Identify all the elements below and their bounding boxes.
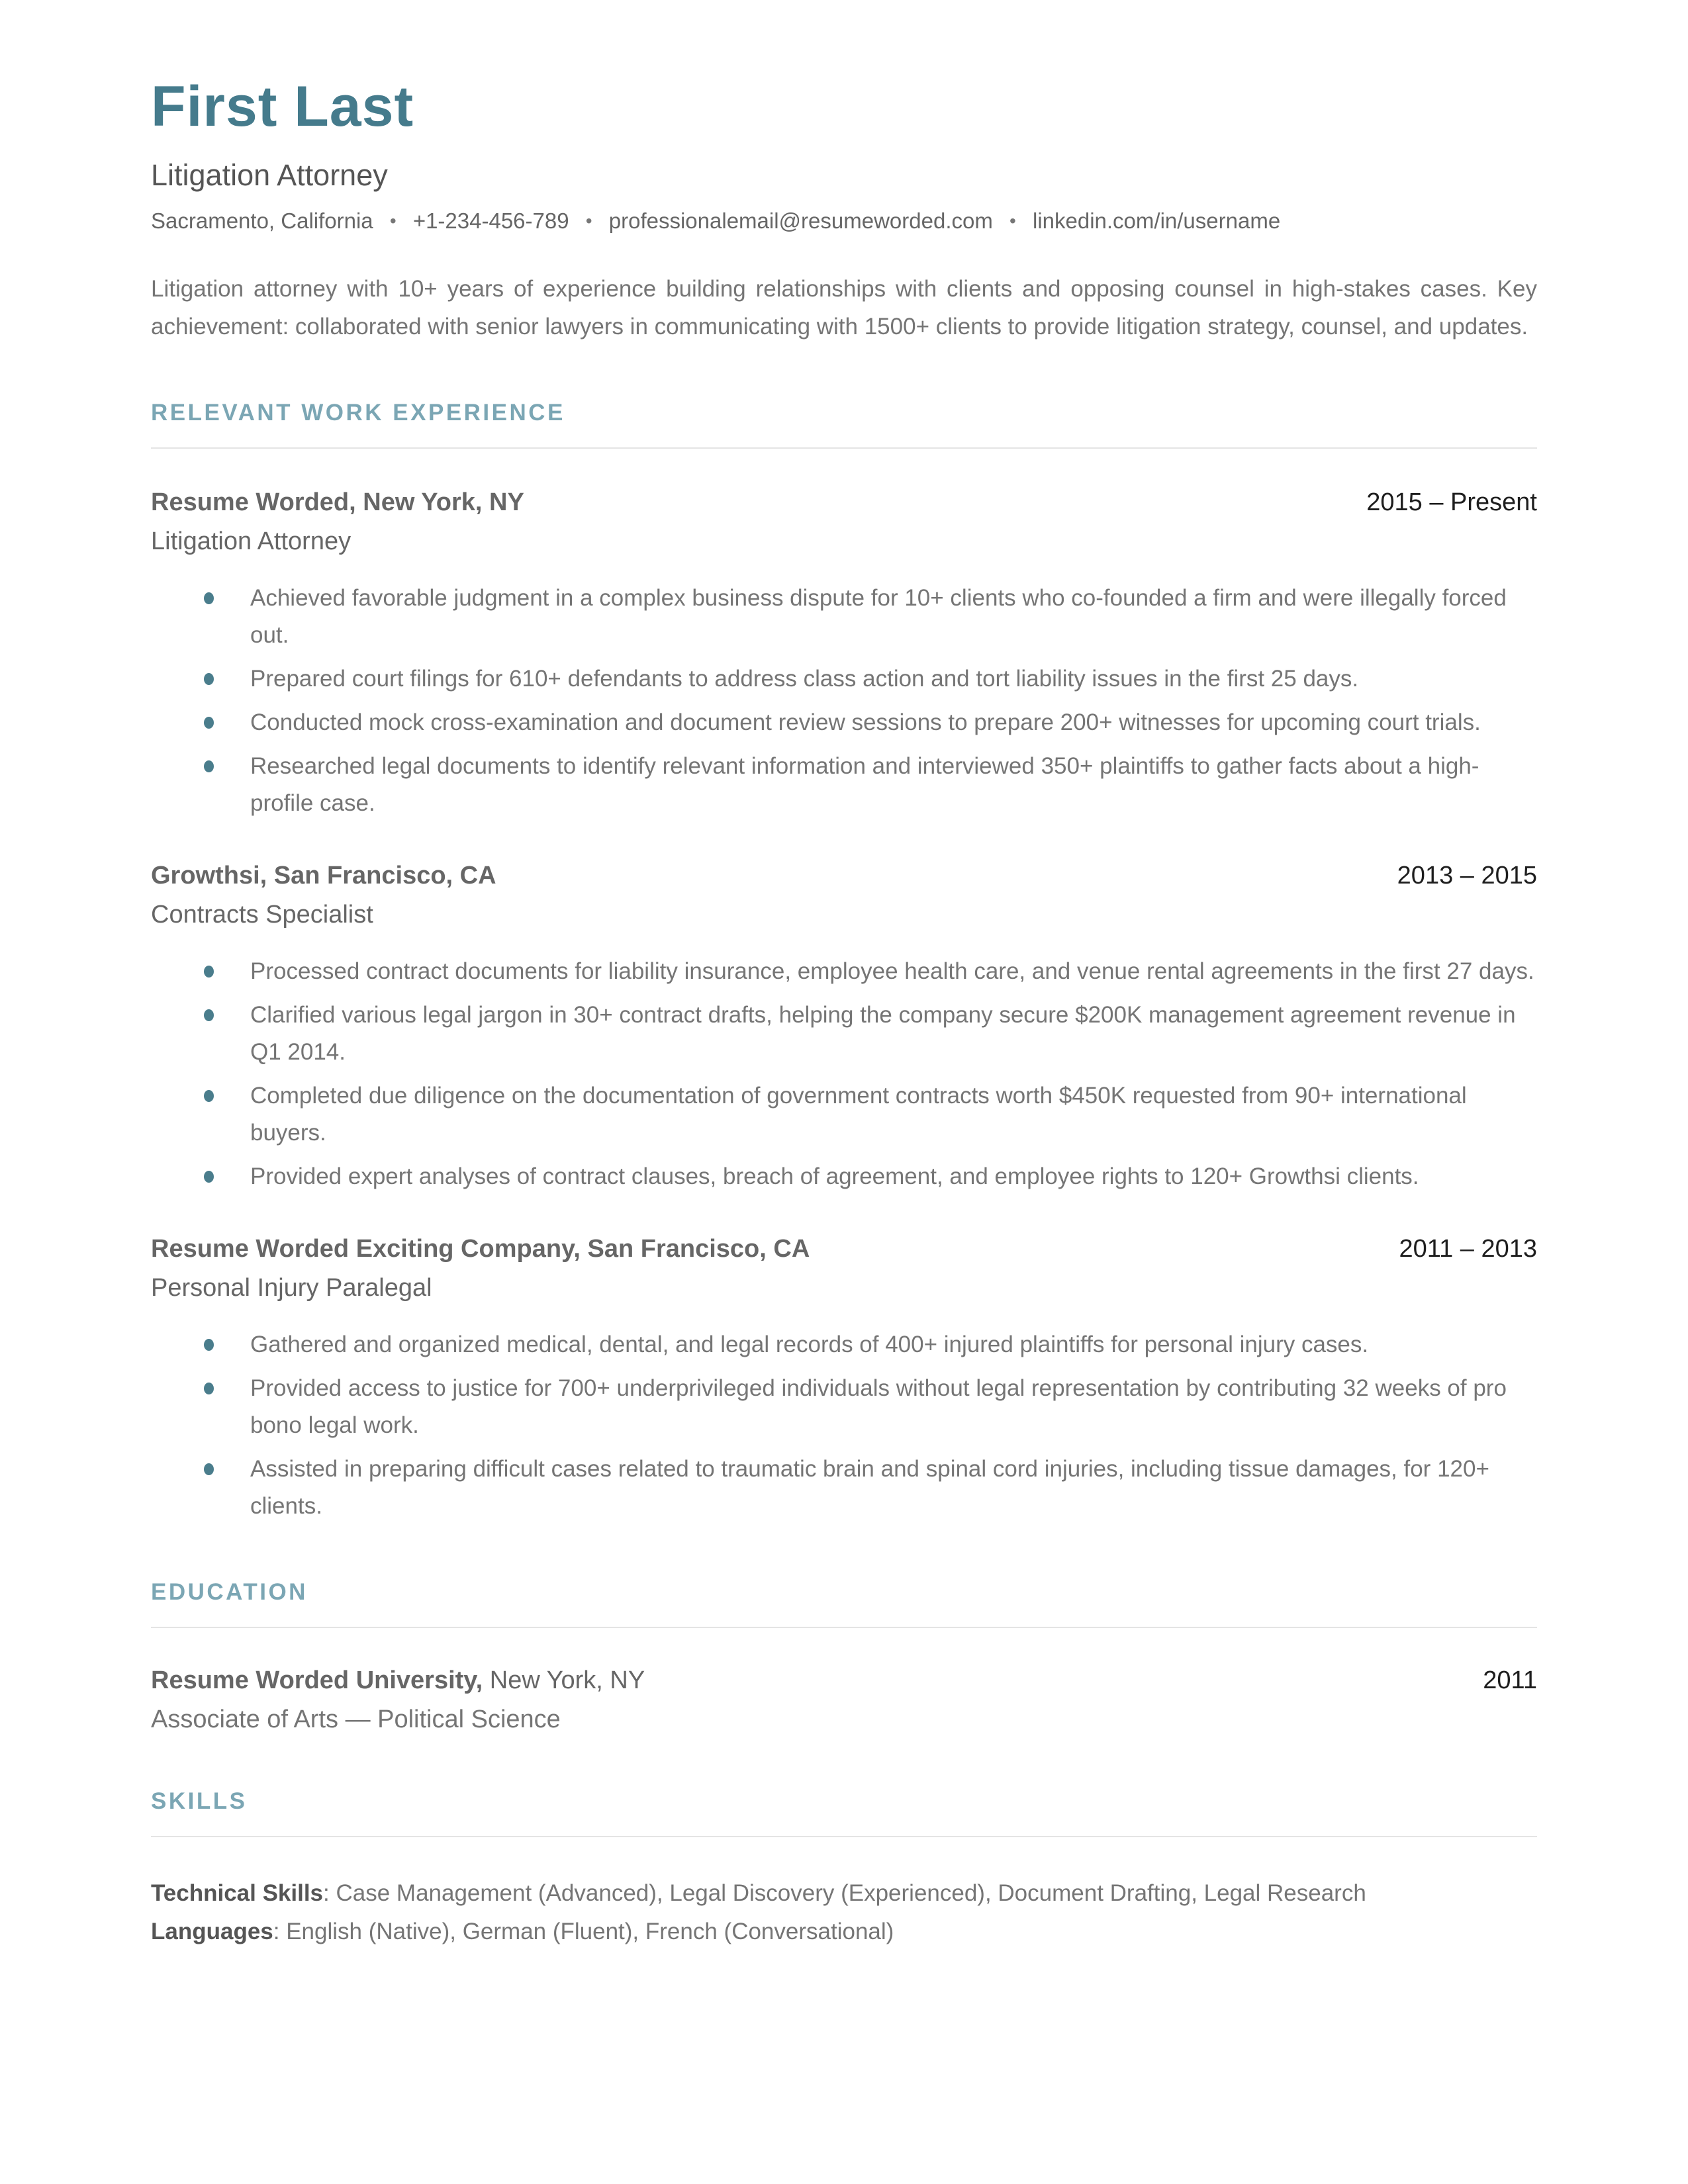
education-school — [151, 1666, 645, 1695]
candidate-title: Litigation Attorney — [151, 158, 388, 192]
section-divider — [151, 1627, 1537, 1628]
job-bullet: Prepared court filings for 610+ defendants to address class action and tort liability issues in the first 25 days. — [151, 660, 1537, 698]
job-dates: 2015 – Present — [1366, 488, 1537, 517]
job-role: Litigation Attorney — [151, 527, 352, 556]
contact-linkedin: linkedin.com/in/username — [1032, 208, 1281, 233]
job-bullet: Clarified various legal jargon in 30+ contract drafts, helping the company secure $200K management agreement revenue in Q1 2014. — [151, 997, 1537, 1071]
job-company: Growthsi, San Francisco, CA — [151, 862, 496, 890]
job-bullet: Researched legal documents to identify relevant information and interviewed 350+ plaintiffs to gather facts about a high-profile case. — [151, 748, 1537, 822]
contact-email: professionalemail@resumeworded.com — [608, 208, 993, 233]
skills-languages-value: : English (Native), German (Fluent), French (Conversational) — [273, 1919, 894, 1945]
education-entry — [151, 1666, 1537, 1734]
skills-languages-label: Languages — [151, 1919, 273, 1945]
section-divider — [151, 447, 1537, 449]
job-company: Resume Worded, New York, NY — [151, 488, 524, 517]
job-entry — [151, 1235, 1537, 1525]
job-dates: 2013 – 2015 — [1397, 862, 1537, 890]
section-heading-experience: RELEVANT WORK EXPERIENCE — [151, 400, 565, 426]
job-header-row — [151, 1235, 1537, 1263]
job-header-row — [151, 862, 1537, 890]
contact-separator-dot: • — [585, 210, 592, 231]
job-bullet: Processed contract documents for liability insurance, employee health care, and venue rental agreements in the first 27 days. — [151, 953, 1537, 990]
job-bullet: Completed due diligence on the documentation of government contracts worth $450K requested from 90+ international buyers. — [151, 1077, 1537, 1152]
skills-technical-line — [151, 1874, 1537, 1913]
job-bullet-list — [151, 1326, 1537, 1525]
skills-technical-label: Technical Skills — [151, 1880, 324, 1907]
job-bullet: Assisted in preparing difficult cases related to traumatic brain and spinal cord injuries, including tissue damages, for 120+ clients. — [151, 1451, 1537, 1525]
job-company: Resume Worded Exciting Company, San Francisco, CA — [151, 1235, 810, 1263]
education-school-name: Resume Worded University, — [151, 1666, 483, 1695]
job-dates: 2011 – 2013 — [1399, 1235, 1537, 1263]
skills-block — [151, 1874, 1537, 1951]
job-header-row — [151, 488, 1537, 517]
section-heading-education: EDUCATION — [151, 1579, 308, 1606]
education-dates: 2011 — [1483, 1666, 1537, 1695]
education-header-row — [151, 1666, 1537, 1695]
section-divider — [151, 1836, 1537, 1837]
contact-phone: +1-234-456-789 — [412, 208, 569, 233]
job-bullet: Gathered and organized medical, dental, and legal records of 400+ injured plaintiffs for personal injury cases. — [151, 1326, 1537, 1363]
job-bullet: Provided access to justice for 700+ underprivileged individuals without legal representation by contributing 32 weeks of pro bono legal work. — [151, 1370, 1537, 1444]
job-bullet-list — [151, 953, 1537, 1195]
contact-separator-dot: • — [389, 210, 397, 231]
job-bullet: Achieved favorable judgment in a complex business dispute for 10+ clients who co-founded a firm and were illegally forced out. — [151, 580, 1537, 654]
job-bullet: Provided expert analyses of contract clauses, breach of agreement, and employee rights to 120+ Growthsi clients. — [151, 1158, 1537, 1195]
summary-paragraph: Litigation attorney with 10+ years of experience building relationships with clients and opposing counsel in high-stakes cases. Key achievement: collaborated with senior lawyers in communicating with 1500+ clients to provide litigation strategy, counsel, and updates. — [151, 276, 1537, 340]
skills-languages-line — [151, 1913, 1537, 1951]
section-heading-skills: SKILLS — [151, 1788, 248, 1815]
candidate-name: First Last — [151, 75, 414, 138]
job-bullet: Conducted mock cross-examination and document review sessions to prepare 200+ witnesses for upcoming court trials. — [151, 704, 1537, 741]
job-bullet-list — [151, 580, 1537, 822]
contact-location: Sacramento, California — [151, 208, 373, 233]
contact-line — [151, 208, 1537, 234]
education-degree: Associate of Arts — Political Science — [151, 1706, 561, 1734]
job-role: Contracts Specialist — [151, 901, 373, 929]
contact-separator-dot: • — [1009, 210, 1016, 231]
job-role: Personal Injury Paralegal — [151, 1274, 432, 1302]
skills-technical-value: : Case Management (Advanced), Legal Discovery (Experienced), Document Drafting, Legal Research — [323, 1880, 1366, 1907]
job-entry — [151, 862, 1537, 1195]
education-school-location: New York, NY — [483, 1666, 645, 1695]
job-entry — [151, 488, 1537, 822]
